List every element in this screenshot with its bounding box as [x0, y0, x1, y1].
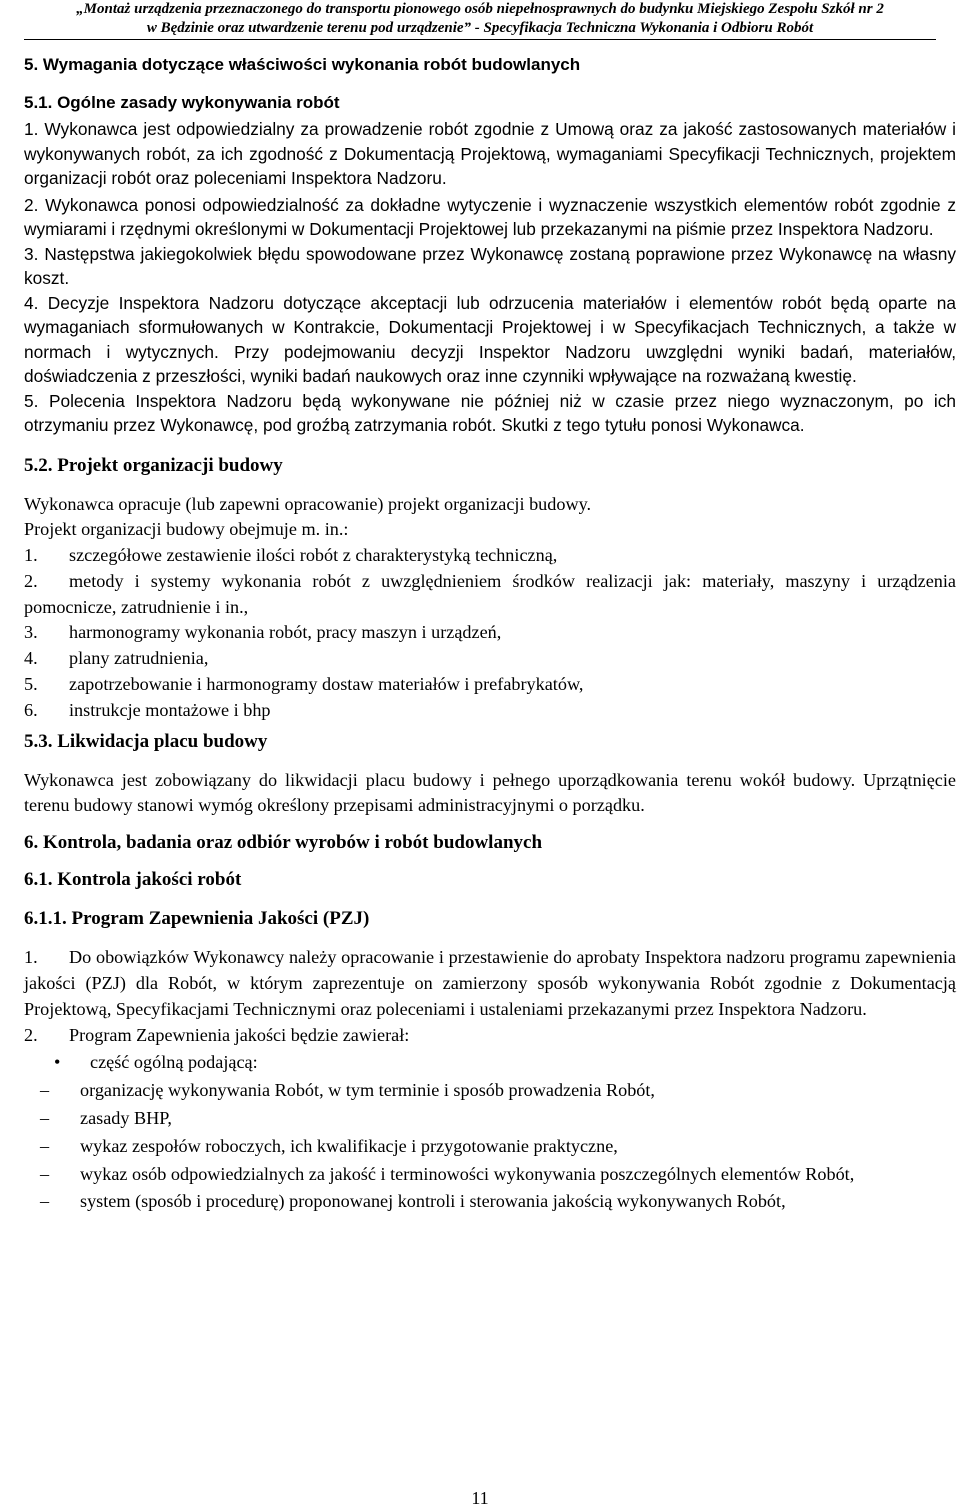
item-number: 4.: [24, 648, 38, 669]
item-text: szczegółowe zestawienie ilości robót z charakterystyką techniczną,: [69, 545, 558, 566]
point-text: Do obowiązków Wykonawcy należy opracowanie i przestawienie do aprobaty Inspektora nadzoru programu zapewnienia jakości (PZJ) dla Robót, w którym zaprezentuje on zamierzony sposób wykonywania Robót zgodnie z Dokumentacją Projektową, Specyfikacjami Technicznymi oraz poleceniami i ustaleniami przekazanymi przez Inspektora Nadzoru.: [24, 947, 956, 1019]
section-5-2-intro: Wykonawca opracuje (lub zapewni opracowanie) projekt organizacji budowy.: [24, 493, 592, 514]
project-scope-list: [24, 543, 956, 724]
dash-mark: –: [40, 1191, 50, 1212]
dash-list-item: [24, 1078, 956, 1104]
dash-list-item: [24, 1134, 956, 1160]
point-text: Polecenia Inspektora Nadzoru będą wykonywane nie później niż w czasie przez niego wyznaczonym, po ich otrzymaniu przez Wykonawcę, pod groźbą zatrzymania robót. Skutki z tego tytułu ponosi Wykonawca.: [24, 390, 956, 435]
point-number: 3.: [24, 243, 39, 264]
item-text: metody i systemy wykonania robót z uwzględnieniem środków realizacji jak: materiały, maszyny i urządzenia pomocnicze, zatrudnienie i in.,: [24, 570, 956, 617]
section-5-3-paragraph: Wykonawca jest zobowiązany do likwidacji placu budowy i pełnego uporządkowania terenu wokół budowy. Uprzątnięcie terenu budowy stanowi wymóg określony przepisami administracyjnymi o porządku.: [24, 769, 956, 816]
dash-item-text: system (sposób i procedurę) proponowanej kontroli i sterowania jakością wykonywanych Robót,: [80, 1191, 786, 1212]
section-6-1-1-point-2: [24, 1023, 956, 1049]
section-6-1-1-heading: 6.1.1. Program Zapewnienia Jakości (PZJ): [24, 908, 370, 930]
bullet-mark: •: [54, 1052, 61, 1073]
item-text: zapotrzebowanie i harmonogramy dostaw materiałów i prefabrykatów,: [69, 674, 584, 695]
section-5-2-heading: 5.2. Projekt organizacji budowy: [24, 454, 283, 476]
general-part-bullet: [24, 1050, 956, 1076]
dash-item-text: wykaz zespołów roboczych, ich kwalifikacje i przygotowanie praktyczne,: [80, 1135, 618, 1156]
item-text: instrukcje montażowe i bhp: [69, 699, 271, 720]
point-number: 5.: [24, 390, 39, 411]
section-6-1-1-point-1: [24, 945, 956, 1022]
running-header: [24, 0, 936, 38]
section-6-1-heading: 6.1. Kontrola jakości robót: [24, 869, 242, 891]
item-number: 2.: [24, 570, 38, 591]
section-5-1-point-2: [24, 193, 956, 242]
section-5-heading: 5. Wymagania dotyczące właściwości wykonania robót budowlanych: [24, 55, 581, 74]
section-5-1-point-5: [24, 389, 956, 438]
item-number: 3.: [24, 622, 38, 643]
dash-list-item: [24, 1189, 956, 1215]
scope-list-item: [24, 620, 956, 646]
point-text: Program Zapewnienia jakości będzie zawierał:: [69, 1024, 410, 1045]
section-5-1-heading: 5.1. Ogólne zasady wykonywania robót: [24, 93, 340, 112]
item-number: 5.: [24, 674, 38, 695]
dash-item-text: zasady BHP,: [80, 1108, 172, 1129]
scope-list-item: [24, 646, 956, 672]
dash-item-text: organizację wykonywania Robót, w tym terminie i sposób prowadzenia Robót,: [80, 1080, 655, 1101]
header-rule: [24, 39, 936, 40]
point-text: Wykonawca ponosi odpowiedzialność za dokładne wytyczenie i wyznaczenie wszystkich elementów robót zgodnie z wymiarami i rzędnymi określonymi w Dokumentacji Projektowej lub przekazanymi na piśmie przez Inspektora Nadzoru.: [24, 194, 956, 239]
section-5-3-heading: 5.3. Likwidacja placu budowy: [24, 730, 268, 752]
section-5-1-point-1: 1. Wykonawca jest odpowiedzialny za prowadzenie robót zgodnie z Umową oraz za jakość zastosowanych materiałów i wykonywanych robót, za ich zgodność z Dokumentacją Projektową, wymaganiami Specyfikacji Technicznych, projektem organizacji robót oraz poleceniami Inspektora Nadzoru.: [24, 119, 956, 188]
scope-list-item: [24, 569, 956, 621]
point-text: Decyzje Inspektora Nadzoru dotyczące akceptacji lub odrzucenia materiałów i elementów robót będą oparte na wymaganiach sformułowanych w Kontrakcie, Dokumentacji Projektowej i w Specyfikacjach Technicznych, a także w normach i wytycznych. Przy podejmowaniu decyzji Inspektor Nadzoru uwzględni wyniki badań, materiałów, doświadczenia z przeszłości, wyniki badań naukowych oraz inne czynniki wpływające na rozważaną kwestię.: [24, 292, 956, 386]
point-number: 2.: [24, 194, 39, 215]
section-5-1-point-3: [24, 242, 956, 291]
dash-mark: –: [40, 1135, 50, 1156]
item-number: 1.: [24, 545, 38, 566]
item-number: 6.: [24, 699, 38, 720]
bullet-text: część ogólną podającą:: [90, 1052, 258, 1073]
scope-list-item: [24, 672, 956, 698]
header-line-1: „Montaż urządzenia przeznaczonego do transportu pionowego osób niepełnosprawnych do budynku Miejskiego Zespołu Szkół nr 2: [76, 1, 884, 17]
point-number: 1.: [24, 947, 38, 968]
section-6-heading: 6. Kontrola, badania oraz odbiór wyrobów i robót budowlanych: [24, 832, 543, 854]
dash-list-item: [24, 1162, 956, 1188]
page-number: 11: [471, 1488, 489, 1508]
point-text: Następstwa jakiegokolwiek błędu spowodowane przez Wykonawcę zostaną poprawione przez Wykonawcę na własny koszt.: [24, 243, 956, 288]
dash-list-item: [24, 1106, 956, 1132]
dash-mark: –: [40, 1163, 50, 1184]
point-number: 4.: [24, 292, 39, 313]
item-text: plany zatrudnienia,: [69, 648, 209, 669]
scope-list-item: [24, 543, 956, 569]
section-5-1-point-4: [24, 291, 956, 389]
section-5-2-scope: Projekt organizacji budowy obejmuje m. in.:: [24, 519, 349, 540]
header-line-2: w Będzinie oraz utwardzenie terenu pod urządzenie” - Specyfikacja Techniczna Wykonania i Odbioru Robót: [146, 20, 814, 36]
dash-item-text: wykaz osób odpowiedzialnych za jakość i terminowości wykonywania poszczególnych elementów Robót,: [80, 1163, 855, 1184]
item-text: harmonogramy wykonania robót, pracy maszyn i urządzeń,: [69, 622, 502, 643]
document-body: [24, 52, 956, 1215]
dash-mark: –: [40, 1108, 50, 1129]
scope-list-item: [24, 698, 956, 724]
point-number: 2.: [24, 1024, 38, 1045]
dash-mark: –: [40, 1080, 50, 1101]
general-part-dash-list: [24, 1078, 956, 1215]
